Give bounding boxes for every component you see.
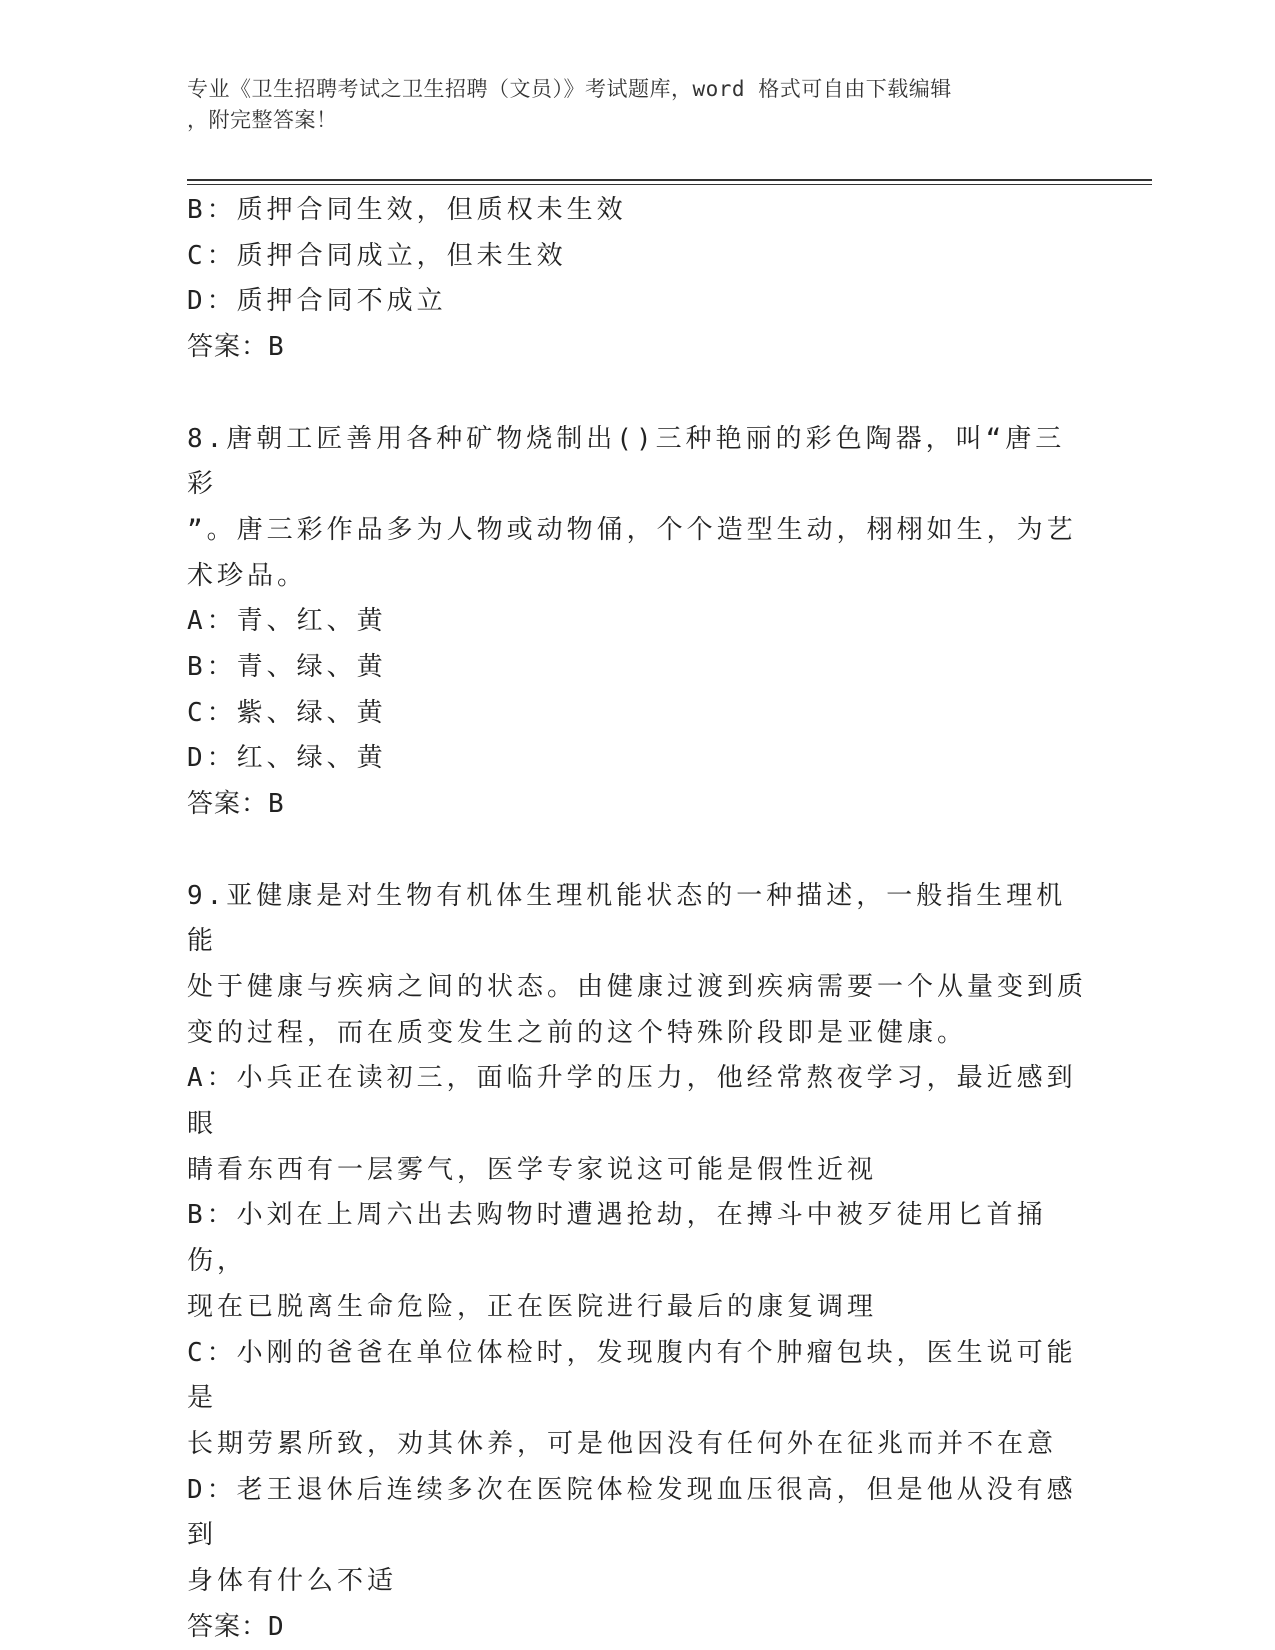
q8-option-a: A：青、红、黄 [187,606,387,637]
q7-option-c: C：质押合同成立，但未生效 [187,240,567,271]
header-divider-thick [187,179,1152,181]
q9-stem-line-3: 变的过程，而在质变发生之前的这个特殊阶段即是亚健康。 [187,1017,968,1048]
q7-answer: 答案：B [187,332,285,363]
q9-option-c-line-2: 长期劳累所致，劝其休养，可是他因没有任何外在征兆而并不在意 [187,1428,1058,1459]
q9-stem-line-2: 处于健康与疾病之间的状态。由健康过渡到疾病需要一个从量变到质 [187,971,1088,1002]
q9-stem-line-1: 9.亚健康是对生物有机体生理机能状态的一种描述，一般指生理机能 [187,880,1067,957]
spacer [187,371,1087,417]
question-9-block [187,874,1087,1650]
q8-stem-line-2: ”。唐三彩作品多为人物或动物俑，个个造型生动，栩栩如生，为艺 [187,514,1077,545]
q8-option-b: B：青、绿、黄 [187,652,387,683]
q7-option-d: D：质押合同不成立 [187,286,447,317]
q7-option-b: B：质押合同生效，但质权未生效 [187,195,627,225]
q8-stem-line-3: 术珍品。 [187,560,308,591]
q8-option-c: C：紫、绿、黄 [187,697,387,728]
q9-option-a-line-1: A：小兵正在读初三，面临升学的压力，他经常熬夜学习，最近感到眼 [187,1063,1077,1140]
q9-option-d-line-1: D：老王退休后连续多次在医院体检发现血压很高，但是他从没有感到 [187,1474,1077,1551]
q9-option-b-line-1: B：小刘在上周六出去购物时遭遇抢劫，在搏斗中被歹徒用匕首捅伤， [187,1200,1047,1277]
question-7-block [187,188,1087,371]
q8-stem-line-1: 8.唐朝工匠善用各种矿物烧制出()三种艳丽的彩色陶器，叫“唐三彩 [187,423,1066,500]
header-line-2: ，附完整答案！ [187,108,338,132]
header-line-1: 专业《卫生招聘考试之卫生招聘（文员）》考试题库，word 格式可自由下载编辑 [187,77,952,101]
question-content [187,188,1087,1650]
q9-option-a-line-2: 睛看东西有一层雾气，医学专家说这可能是假性近视 [187,1154,878,1185]
q8-answer: 答案：B [187,789,285,820]
question-8-block [187,417,1087,828]
q9-answer: 答案：D [187,1611,285,1642]
q9-option-b-line-2: 现在已脱离生命危险，正在医院进行最后的康复调理 [187,1291,878,1322]
q9-option-c-line-1: C：小刚的爸爸在单位体检时，发现腹内有个肿瘤包块，医生说可能是 [187,1337,1077,1414]
header-divider-thin [187,184,1152,185]
q9-option-d-line-2: 身体有什么不适 [187,1566,398,1597]
page-header [187,74,1087,136]
spacer [187,828,1087,874]
q8-option-d: D：红、绿、黄 [187,743,387,774]
